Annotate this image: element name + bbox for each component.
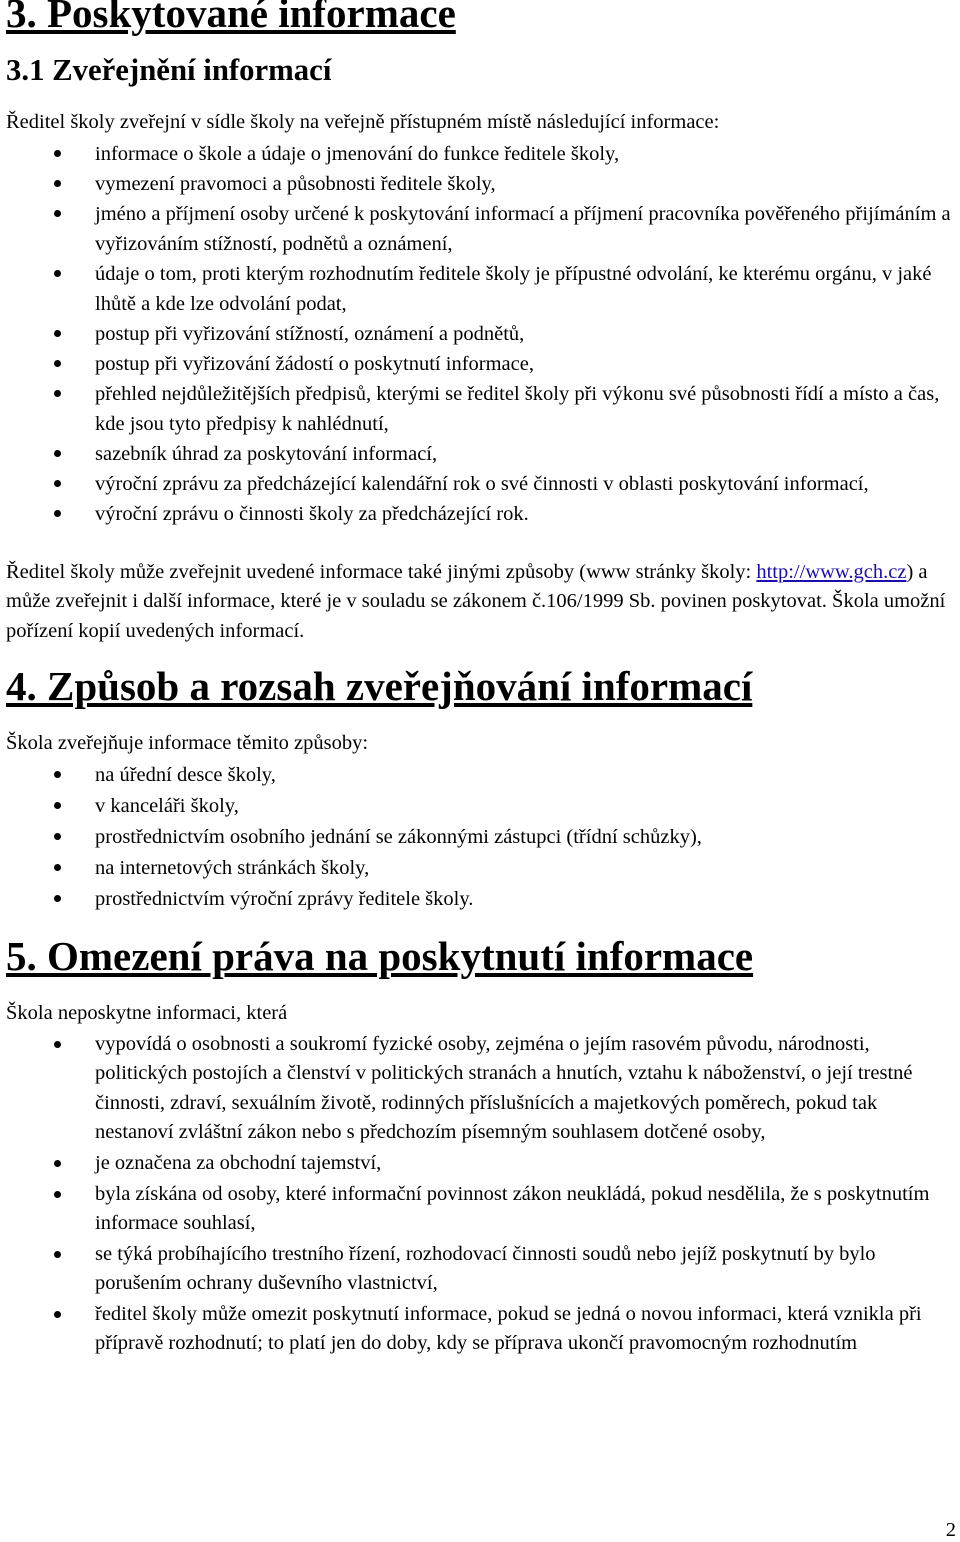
bullet-icon — [54, 510, 61, 517]
bullet-icon — [54, 895, 61, 902]
bullet-icon — [54, 864, 61, 871]
section-5-list — [6, 1030, 956, 1358]
section-4-list — [6, 760, 956, 915]
list-item: výroční zprávu o činnosti školy za předcházející rok. — [6, 499, 956, 529]
bullet-icon — [54, 802, 61, 809]
section-3-1-list — [6, 139, 956, 529]
bullet-icon — [54, 1041, 61, 1048]
list-item: na úřední desce školy, — [6, 760, 956, 791]
list-item: sazebník úhrad za poskytování informací, — [6, 439, 956, 469]
school-website-link[interactable]: http://www.gch.cz — [756, 560, 907, 583]
list-item: prostřednictvím osobního jednání se zákonnými zástupci (třídní schůzky), — [6, 822, 956, 853]
list-item: se týká probíhajícího trestního řízení, rozhodovací činnosti soudů nebo jejíž poskytnutí by bylo porušením ochrany duševního vlastnictví, — [6, 1240, 956, 1299]
bullet-icon — [54, 771, 61, 778]
bullet-icon — [54, 180, 61, 187]
section-3-1-heading: 3.1 Zveřejnění informací — [6, 53, 332, 87]
document-page — [6, 0, 956, 1360]
bullet-icon — [54, 390, 61, 397]
bullet-icon — [54, 1160, 61, 1167]
bullet-icon — [54, 450, 61, 457]
section-5-heading: 5. Omezení práva na poskytnutí informace — [6, 932, 754, 979]
bullet-icon — [54, 1311, 61, 1318]
list-item: ředitel školy může omezit poskytnutí informace, pokud se jedná o novou informaci, která vznikla při přípravě rozhodnutí; to platí jen do doby, kdy se příprava ukončí pravomocným rozhodnutím — [6, 1300, 956, 1359]
bullet-icon — [54, 480, 61, 487]
list-item: přehled nejdůležitějších předpisů, kterými se ředitel školy při výkonu své působnosti řídí a místo a čas, kde jsou tyto předpisy k nahlédnutí, — [6, 379, 956, 439]
list-item: v kanceláři školy, — [6, 791, 956, 822]
list-item: výroční zprávu za předcházející kalendářní rok o své činnosti v oblasti poskytování informací, — [6, 469, 956, 499]
list-item: informace o škole a údaje o jmenování do funkce ředitele školy, — [6, 139, 956, 169]
list-item: je označena za obchodní tajemství, — [6, 1149, 956, 1178]
list-item: postup při vyřizování stížností, oznámení a podnětů, — [6, 319, 956, 349]
section-3-1-intro: Ředitel školy zveřejní v sídle školy na veřejně přístupném místě následující informace: — [6, 110, 720, 133]
section-3-heading: 3. Poskytované informace — [6, 0, 456, 36]
list-item: jméno a příjmení osoby určené k poskytování informací a příjmení pracovníka pověřeného přijímáním a vyřizováním stížností, podnětů a oznámení, — [6, 199, 956, 259]
section-3-1-paragraph: Ředitel školy může zveřejnit uvedené informace také jinými způsoby (www stránky školy: http://www.gch.cz) a může zveřejnit i další informace, které je v souladu se zákonem č.106/1999 Sb. povinen poskytovat. Škola umožní pořízení kopií uvedených informací. — [6, 560, 946, 642]
section-4-intro: Škola zveřejňuje informace těmito způsoby: — [6, 732, 369, 755]
bullet-icon — [54, 210, 61, 217]
bullet-icon — [54, 360, 61, 367]
page-number: 2 — [945, 1519, 956, 1541]
list-item: na internetových stránkách školy, — [6, 853, 956, 884]
list-item: vypovídá o osobnosti a soukromí fyzické osoby, zejména o jejím rasovém původu, národnosti, politických postojích a členství v politických stranách a hnutích, vztahu k náboženství, o její trestné činnosti, zdraví, sexuálním životě, rodinných příslušnících a majetkových poměrech, pokud tak nestanoví zvláštní zákon nebo s předchozím písemným souhlasem dotčené osoby, — [6, 1030, 956, 1147]
list-item: údaje o tom, proti kterým rozhodnutím ředitele školy je přípustné odvolání, ke kterému orgánu, v jaké lhůtě a kde lze odvolání podat, — [6, 259, 956, 319]
bullet-icon — [54, 1251, 61, 1258]
bullet-icon — [54, 270, 61, 277]
bullet-icon — [54, 150, 61, 157]
list-item: postup při vyřizování žádostí o poskytnutí informace, — [6, 349, 956, 379]
list-item: byla získána od osoby, které informační povinnost zákon neukládá, pokud nesdělila, že s poskytnutím informace souhlasí, — [6, 1180, 956, 1239]
list-item: vymezení pravomoci a působnosti ředitele školy, — [6, 169, 956, 199]
bullet-icon — [54, 833, 61, 840]
list-item: prostřednictvím výroční zprávy ředitele školy. — [6, 884, 956, 915]
bullet-icon — [54, 1191, 61, 1198]
section-4-heading: 4. Způsob a rozsah zveřejňování informací — [6, 663, 753, 710]
bullet-icon — [54, 330, 61, 337]
section-5-intro: Škola neposkytne informaci, která — [6, 1001, 288, 1024]
